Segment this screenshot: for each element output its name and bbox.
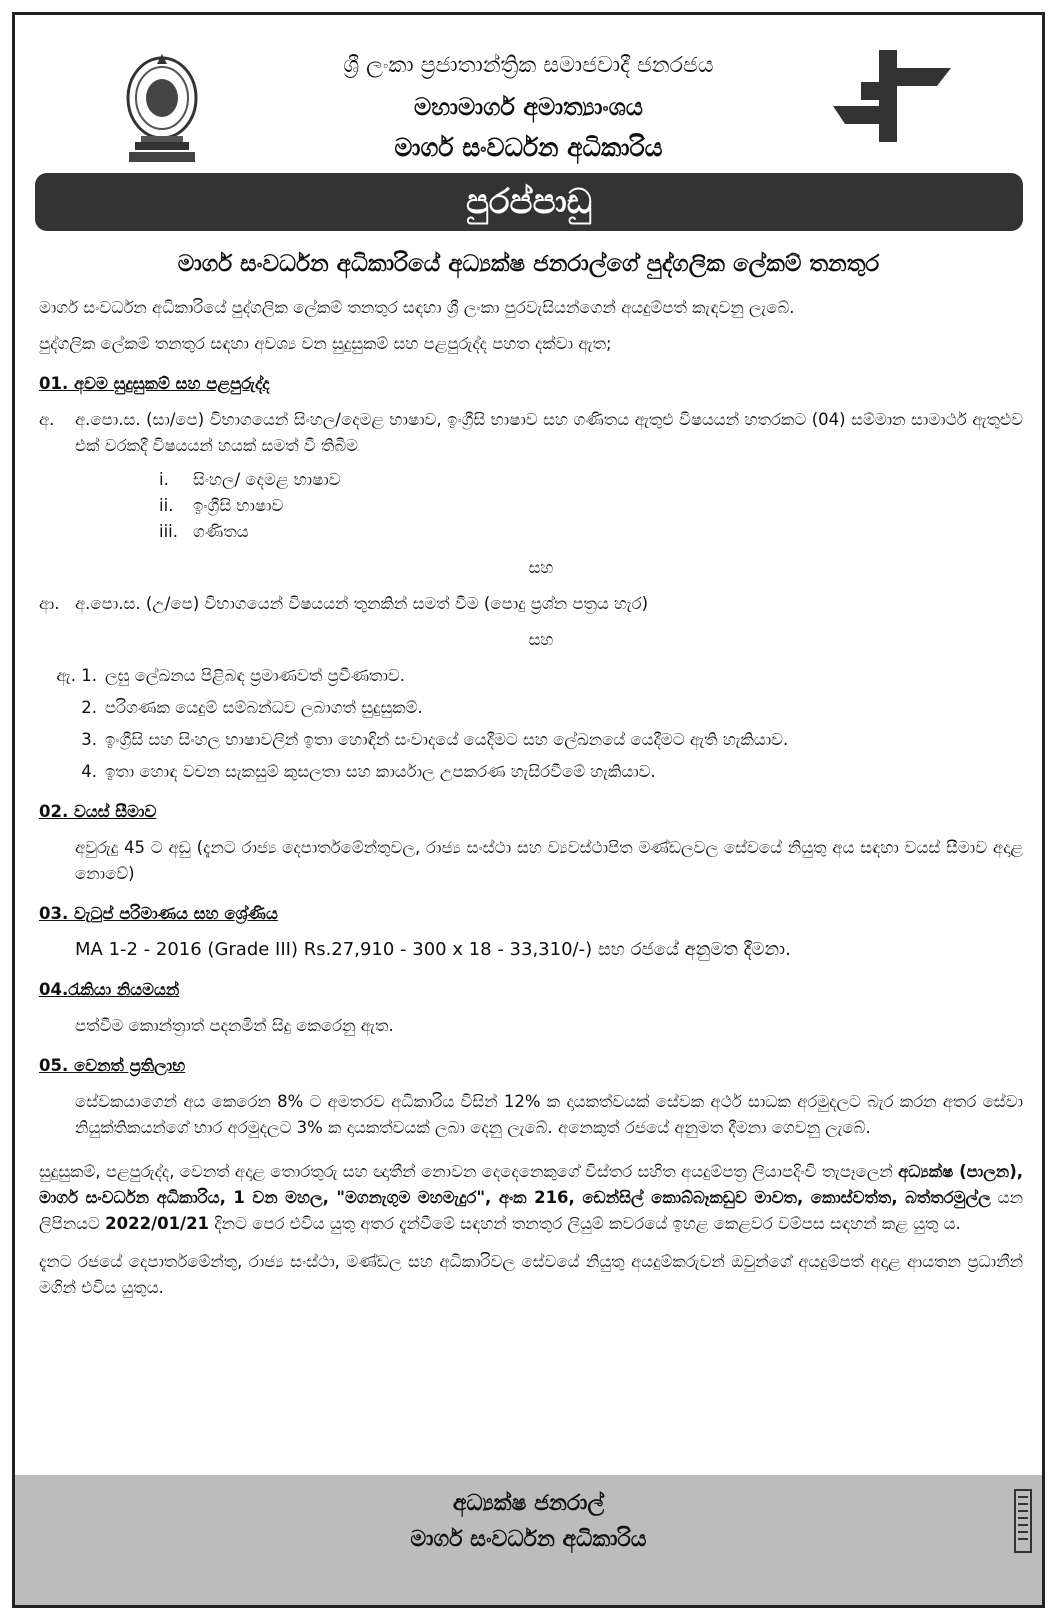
header (15, 15, 1042, 180)
subject-list (159, 467, 1023, 545)
salary-text: MA 1-2 - 2016 (Grade III) Rs.27,910 - 300 x 18 - 33,310/-) සහ රජයේ අනුමත දීමනා. (75, 939, 791, 960)
list-item: 3. ඉංග්‍රීසි සහ සිංහල භාෂාවලින් ඉතා හොඳින් සංවාදයේ යෙදීමට සහ ලේඛනයේ යෙදීමට ඇති හැකියාව. (81, 730, 789, 749)
section-heading-benefits: 05. වෙනත් ප්‍රතිලාභ (39, 1056, 186, 1075)
list-item: ඇ. 1. ලඝු ලේඛනය පිළිබඳ ප්‍රමාණවත් ප්‍රවීණතාව. (56, 666, 406, 685)
closing-date: 2022/01/21 (105, 1214, 210, 1233)
advertisement-frame (12, 12, 1045, 1608)
barcode-icon (1014, 1489, 1032, 1553)
vacancies-banner: පුරප්පාඩු (35, 173, 1023, 231)
item-label: අ. (39, 410, 55, 429)
intro-paragraph: මාර්ග සංවර්ධන අධිකාරියේ පුද්ගලික ලේකම් තනතුර සඳහා ශ්‍රී ලංකා පුරවැසියන්ගෙන් අයදුම්පත් කැඳවනු ලැබේ. (39, 298, 795, 317)
section-heading-qualifications: 01. අවම සුදුසුකම් සහ පළපුරුද්ද (39, 374, 270, 393)
list-item: ii. ඉංග්‍රීසි භාෂාව (159, 496, 284, 515)
government-applicants-note: දැනට රජයේ දෙපාර්තමේන්තු, රාජ්‍ය සංස්ථා, මණ්ඩල සහ අධිකාරිවල සේවයේ නියුතු අයදුම්කරුවන් ඔවුන්ගේ අයදුම්පත් අදාළ ආයතන ප්‍රධානීන් මගින් එවිය යුතුය. (39, 1252, 1023, 1297)
and-connector: සහ (528, 630, 554, 649)
list-item: 4. ඉතා හොඳ වචන සැකසුම් කුසලතා සහ කාර්යාල උපකරණ හැසිරවීමේ හැකියාව. (81, 762, 656, 781)
postal-address: අධ්‍යක්ෂ (පාලන), මාර්ග සංවර්ධන අධිකාරිය, 1 වන මහල, "මගනැගුම මහමැදුර", අංක 216, ඩෙන්සිල් කොබ්බෑකඩුව මාවත, කොස්වත්ත, බත්තරමුල්ල (39, 1162, 1024, 1207)
rda-logo-icon (833, 50, 951, 142)
terms-text: පත්වීම කොන්ත්‍රාත් පදනමින් සිදු කෙරෙනු ඇත. (75, 1016, 394, 1035)
signature-footer (15, 1475, 1042, 1608)
authority-name: මාර්ග සංවර්ධන අධිකාරිය (394, 133, 663, 162)
section-heading-terms: 04.රැකියා නියමයන් (39, 980, 180, 999)
list-item: i. සිංහල/ දෙමළ භාෂාව (159, 470, 341, 489)
and-connector: සහ (528, 558, 554, 577)
application-instructions: සුදුසුකම්, පළපුරුද්ද, වෙනත් අදාළ තොරතුරු සහ ඥාතීන් නොවන දෙදෙනෙකුගේ විස්තර සහිත අයදුම්පත්‍ර ලියාපදිංචි තැපෑලෙන් අධ්‍යක්ෂ (පාලන), මාර්ග සංවර්ධන අධිකාරිය, 1 වන මහල, "මගනැගුම මහමැදුර", අංක 216, ඩෙන්සිල් කොබ්බෑකඩුව මාවත, කොස්වත්ත, බත්තරමුල්ල යන ලිපිනයට 2022/01/21 දිනට පෙර එවිය යුතු අතර දැන්වීමේ සඳහන් තනතුර ලියුම් කවරයේ ඉහළ කෙළවර වම්පස සඳහන් කළ යුතු ය. (39, 1162, 1024, 1233)
benefits-text: සේවකයාගෙන් අය කෙරෙන 8% ට අමතරව අධිකාරිය විසින් 12% ක දායකත්වයක් සේවක අර්ථ සාධක අරමුදලට බැර කරන අතර සේවා නියුක්තිකයන්ගේ භාර අරමුදලට 3% ක දායකත්වයක් ලබා දෙනු ලැබේ. අනෙකුත් රජයේ අනුමත දීමනා ගෙවනු ලැබේ. (75, 1092, 1023, 1137)
list-item: 2. පරිගණක යෙදුම් සම්බන්ධව ලබාගත් සුදුසුකම්. (81, 698, 423, 717)
signatory-title: අධ්‍යක්ෂ ජනරාල් (452, 1491, 605, 1516)
qualification-aa (39, 591, 1023, 617)
republic-name: ශ්‍රී ලංකා ප්‍රජාතාන්ත්‍රික සමාජවාදී ජනරජය (343, 53, 714, 78)
item-text: අ.පො.ස. (උ/පෙ) විභාගයෙන් විෂයයන් තුනකින් සමත් වීම (පොදු ප්‍රශ්න පත්‍රය හැර) (75, 594, 649, 613)
ministry-name: මහාමාර්ග අමාත්‍යාංශය (414, 93, 643, 121)
advertisement-body (39, 295, 1023, 1311)
qualification-a (39, 407, 1023, 459)
list-item: iii. ගණිතය (159, 522, 249, 541)
item-text: අ.පො.ස. (සා/පෙ) විභාගයෙන් සිංහල/දෙමළ භාෂාව, ඉංග්‍රීසි භාෂාව සහ ගණිතය ඇතුළු විෂයයන් හතරකට (04) සම්මාන සාමාර්ථ ඇතුළුව එක් වරකදී විෂයයන් හයක් සමත් වී තිබීම (75, 410, 1023, 455)
age-text: අවුරුදු 45 ට අඩු (දැනට රාජ්‍ය දෙපාර්තමේන්තුවල, රාජ්‍ය සංස්ථා සහ ව්‍යවස්ථාපිත මණ්ඩලවල සේවයේ නියුතු අය සඳහා වයස් සීමාව අදාළ නොවේ) (75, 838, 1023, 883)
intro-requirements: පුද්ගලික ලේකම් තනතුර සඳහා අවශ්‍ය වන සුදුසුකම් සහ පළපුරුද්ද පහත දක්වා ඇත; (39, 334, 612, 353)
post-title: මාර්ග සංවර්ධන අධිකාරියේ අධ්‍යක්ෂ ජනරාල්ගේ පුද්ගලික ලේකම් තනතුර (177, 251, 880, 277)
signatory-organization: මාර්ග සංවර්ධන අධිකාරිය (410, 1527, 647, 1552)
item-label: ආ. (39, 594, 60, 613)
section-heading-salary: 03. වැටුප් පරිමාණය සහ ශ්‍රේණිය (39, 904, 278, 923)
section-heading-age: 02. වයස් සීමාව (39, 802, 157, 821)
